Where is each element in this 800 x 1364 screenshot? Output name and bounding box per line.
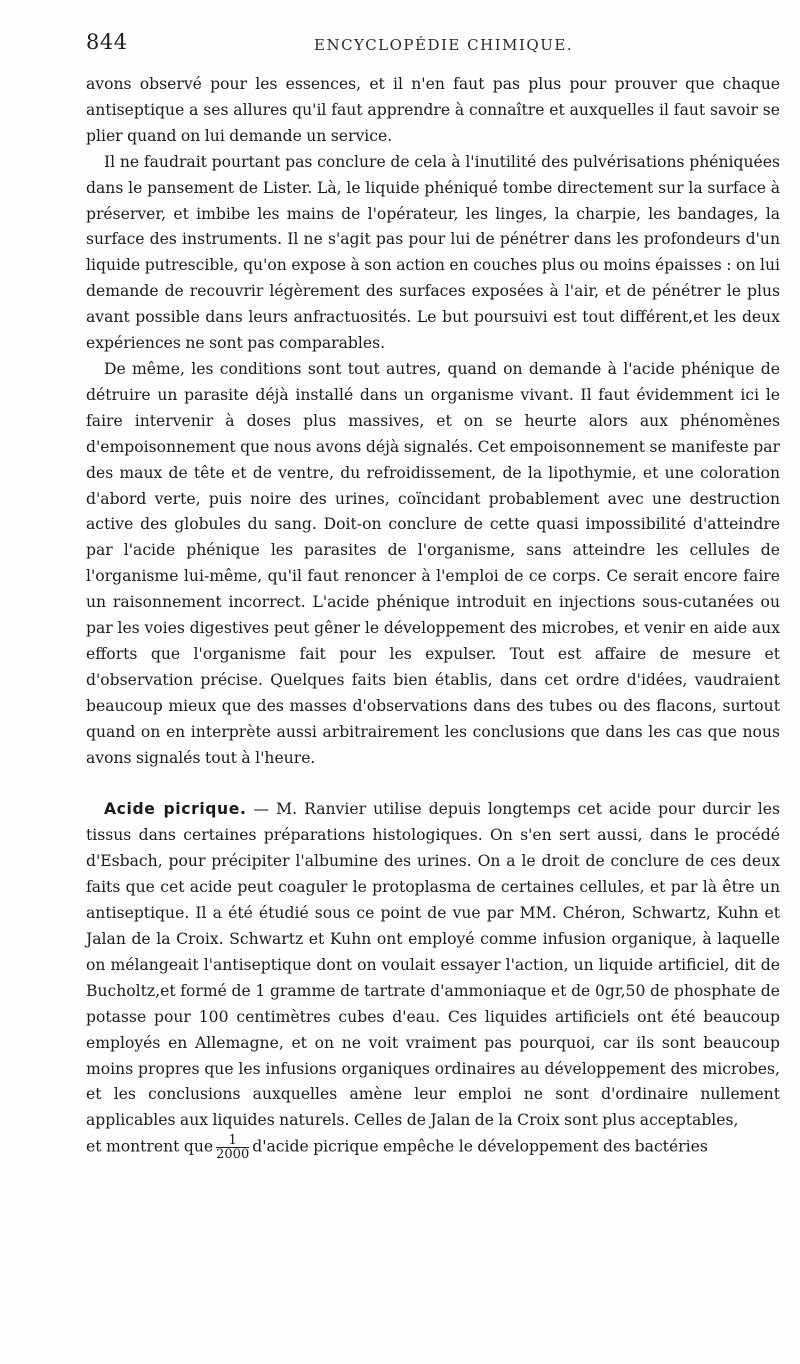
section-paragraph — [86, 797, 780, 1134]
fraction-numerator: 1 — [216, 1134, 249, 1148]
body-text — [86, 72, 780, 1161]
fraction — [216, 1134, 249, 1161]
section-spacer — [86, 771, 780, 797]
section-text: — M. Ranvier utilise depuis longtemps cet acide pour durcir les tissus dans certaines préparations histologiques. On s'en sert aussi, dans le procédé d'Esbach, pour précipiter l'albumine des urines. On a le droit de conclure de ces deux faits que cet acide peut coaguler le protoplasma de certaines cellules, et par là être un antiseptique. Il a été étudié sous ce point de vue par MM. Chéron, Schwartz, Kuhn et Jalan de la Croix. Schwartz et Kuhn ont employé comme infusion organique, à laquelle on mélangeait l'antiseptique dont on voulait essayer l'action, un liquide artificiel, dit de Bucholtz,et formé de 1 gramme de tartrate d'ammoniaque et de 0gr,50 de phosphate de potasse pour 100 centimètres cubes d'eau. Ces liquides artificiels ont été beaucoup employés en Allemagne, et on ne voit vraiment pas pourquoi, car ils sont beaucoup moins propres que les infusions organiques ordinaires au développement des microbes, et les conclusions auxquelles amène leur emploi ne sont d'ordinaire nullement applicables aux liquides naturels. Celles de Jalan de la Croix sont plus acceptables, — [86, 800, 780, 1130]
page-number: 844 — [86, 30, 128, 54]
fraction-denominator: 2000 — [216, 1147, 250, 1163]
page-header — [86, 30, 760, 58]
paragraph: avons observé pour les essences, et il n'en faut pas plus pour prouver que chaque antiseptique a ses allures qu'il faut apprendre à connaître et auxquelles il faut savoir se plier quand on lui demande un service. — [86, 75, 780, 145]
section-heading: Acide picrique. — [104, 800, 247, 819]
paragraph: Il ne faudrait pourtant pas conclure de cela à l'inutilité des pulvérisations phéniquées dans le pansement de Lister. Là, le liquide phéniqué tombe directement sur la surface à préserver, et imbibe les mains de l'opérateur, les linges, la charpie, les bandages, la surface des instruments. Il ne s'agit pas pour lui de pénétrer dans les profondeurs d'un liquide putrescible, qu'on expose à son action en couches plus ou moins épaisses : on lui demande de recouvrir légèrement des surfaces exposées à l'air, et de pénétrer le plus avant possible dans leurs anfractuosités. Le but poursuivi est tout différent,et les deux expériences ne sont pas comparables. — [86, 152, 780, 353]
final-line-start: et montrent que — [86, 1137, 214, 1156]
final-line-end: d'acide picrique empêche le développement des bactéries — [252, 1137, 708, 1156]
paragraph: De même, les conditions sont tout autres, quand on demande à l'acide phénique de détruire un parasite déjà installé dans un organisme vivant. Il faut évidemment ici le faire intervenir à doses plus massives, et on se heurte alors aux phénomènes d'empoisonnement que nous avons déjà signalés. Cet empoisonnement se manifeste par des maux de tête et de ventre, du refroidissement, de la lipothymie, et une coloration d'abord verte, puis noire des urines, coïncidant probablement avec une destruction active des globules du sang. Doit-on conclure de cette quasi impossibilité d'atteindre par l'acide phénique les parasites de l'organisme, sans atteindre les cellules de l'organisme lui-même, qu'il faut renoncer à l'emploi de ce corps. Ce serait encore faire un raisonnement incorrect. L'acide phénique introduit en injections sous-cutanées ou par les voies digestives peut gêner le développement des microbes, et venir en aide aux efforts que l'organisme fait pour les expulser. Tout est affaire de mesure et d'observation précise. Quelques faits bien établis, dans cet ordre d'idées, vaudraient beaucoup mieux que des masses d'observations dans des tubes ou des flacons, surtout quand on en interprète aussi arbitrairement les conclusions que dans les cas que nous avons signalés tout à l'heure. — [86, 359, 780, 767]
running-title: ENCYCLOPÉDIE CHIMIQUE. — [314, 36, 574, 54]
final-line — [86, 1134, 780, 1161]
